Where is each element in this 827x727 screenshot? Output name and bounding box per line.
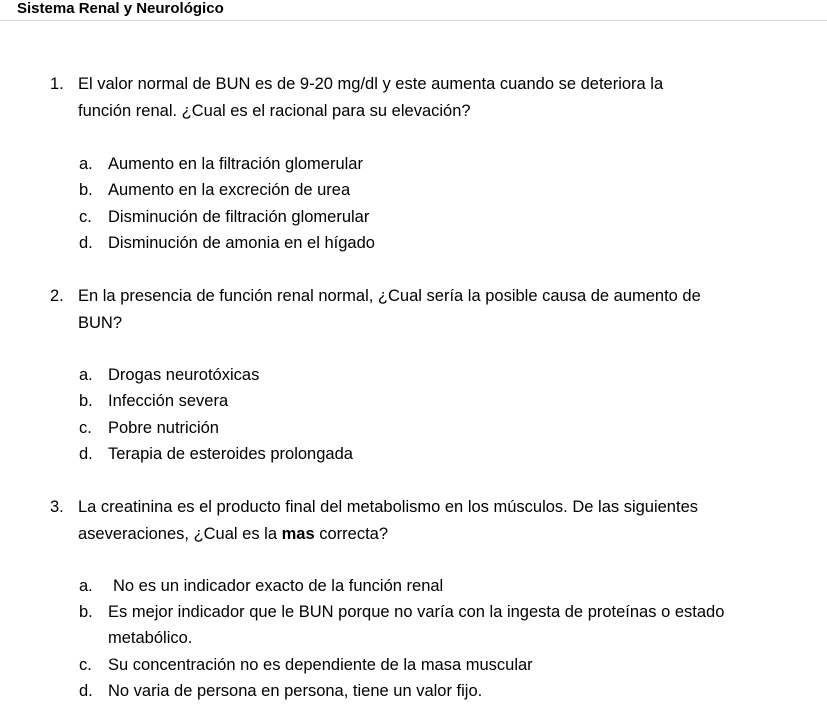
option-b[interactable] <box>0 388 827 414</box>
question-text-line-1: En la presencia de función renal normal, ¿Cual sería la posible causa de aumento de <box>78 287 701 305</box>
option-text: No es un indicador exacto de la función renal <box>113 577 444 595</box>
option-c[interactable] <box>0 652 827 678</box>
option-c[interactable] <box>0 204 827 230</box>
option-text: Aumento en la filtración glomerular <box>108 155 363 173</box>
option-text: Drogas neurotóxicas <box>108 366 260 384</box>
option-text: Su concentración no es dependiente de la masa muscular <box>108 656 533 674</box>
option-letter: a. <box>79 577 93 595</box>
option-text: Disminución de filtración glomerular <box>108 208 370 226</box>
option-letter: d. <box>79 445 93 463</box>
option-letter: a. <box>79 366 93 384</box>
question-text-line-2 <box>78 521 798 548</box>
option-a[interactable] <box>0 573 827 599</box>
question-text-part: correcta? <box>314 525 389 543</box>
option-d[interactable] <box>0 230 827 256</box>
question-text-line-2: BUN? <box>78 314 123 332</box>
option-d[interactable] <box>0 678 827 704</box>
option-text: Es mejor indicador que le BUN porque no varía con la ingesta de proteínas o estado <box>108 603 725 621</box>
option-text: Aumento en la excreción de urea <box>108 181 351 199</box>
question-text-line-2: función renal. ¿Cual es el racional para su elevación? <box>78 102 471 120</box>
option-letter: d. <box>79 682 93 700</box>
question-text-line-1: La creatinina es el producto final del metabolismo en los músculos. De las siguientes <box>78 498 698 516</box>
option-a[interactable] <box>0 362 827 388</box>
option-b[interactable] <box>0 177 827 203</box>
option-text: Disminución de amonia en el hígado <box>108 234 375 252</box>
question-text-line-1: El valor normal de BUN es de 9-20 mg/dl y este aumenta cuando se deteriora la <box>78 75 664 93</box>
option-text: No varia de persona en persona, tiene un valor fijo. <box>108 682 483 700</box>
option-letter: b. <box>79 392 93 410</box>
document-header <box>0 0 827 21</box>
question-number: 3. <box>50 498 64 516</box>
question-number: 2. <box>50 287 64 305</box>
option-letter: c. <box>79 208 92 226</box>
option-letter: c. <box>79 656 92 674</box>
option-b[interactable] <box>0 599 827 651</box>
document-title: Sistema Renal y Neurológico <box>17 0 224 17</box>
option-letter: a. <box>79 155 93 173</box>
option-text-continued: metabólico. <box>108 629 193 647</box>
question-text-part: aseveraciones, ¿Cual es la <box>78 525 282 543</box>
option-c[interactable] <box>0 415 827 441</box>
option-text: Infección severa <box>108 392 229 410</box>
option-letter: b. <box>79 603 93 621</box>
emphasis-word: mas <box>281 525 315 543</box>
question-number: 1. <box>50 75 64 93</box>
option-letter: d. <box>79 234 93 252</box>
option-letter: b. <box>79 181 93 199</box>
option-text: Pobre nutrición <box>108 419 219 437</box>
option-d[interactable] <box>0 441 827 467</box>
option-letter: c. <box>79 419 92 437</box>
option-a[interactable] <box>0 151 827 177</box>
option-text: Terapia de esteroides prolongada <box>108 445 353 463</box>
